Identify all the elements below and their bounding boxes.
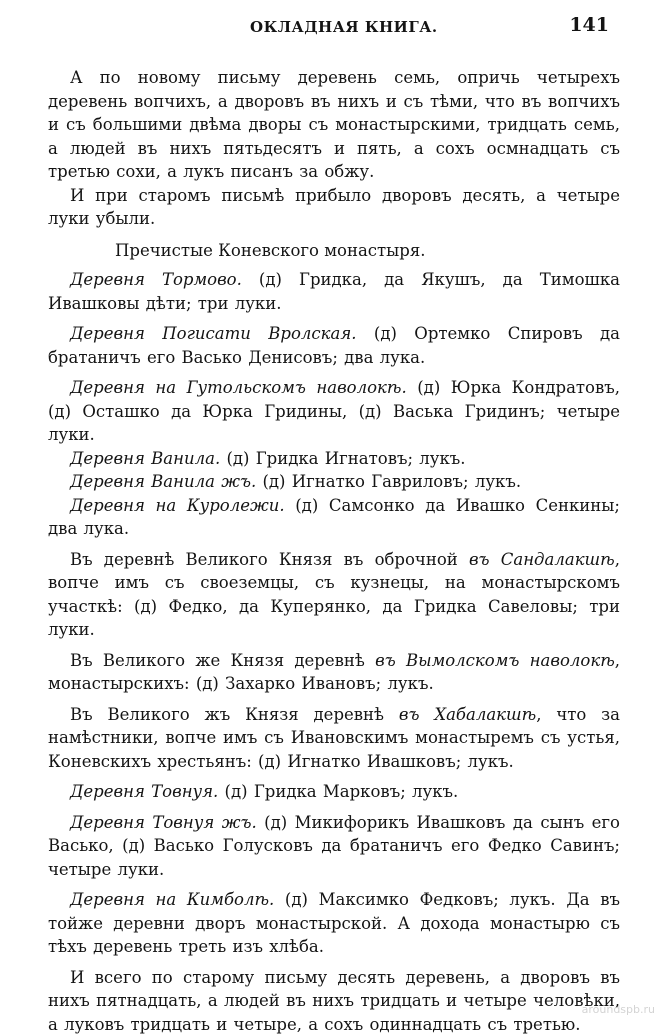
entry-text: (д) Гридка Марковъ; лукъ. [218, 782, 458, 801]
entry-text: (д) Ортемко Спировъ да братаничъ его Васько Денисовъ; два лука. [48, 324, 620, 367]
entry-text: , монастырскихъ: (д) Захарко Ивановъ; лукъ. [48, 651, 620, 694]
entry-paragraph [48, 376, 620, 447]
entry-paragraph [48, 494, 620, 541]
entry-text: (д) Максимко Федковъ; лукъ. Да въ тойже деревни дворъ монастырской. А дохода монастырю съ тѣхъ деревень треть изъ хлѣба. [48, 890, 620, 956]
village-name: Деревня Погиcати Вролская. [70, 324, 357, 343]
section-heading: Пречистые Коневского монастыря. [48, 239, 620, 263]
place-name: въ Хабалакшѣ [399, 705, 536, 724]
village-name: Деревня на Кимболѣ. [70, 890, 274, 909]
village-name: Деревня Тормово. [70, 270, 242, 289]
paragraph [48, 66, 620, 184]
entry-paragraph [48, 447, 620, 471]
paragraph-text: И всего по старому письму десять деревень, а дворовъ въ нихъ пятнадцать, а людей въ нихъ тридцать и четыре человѣки, а луковъ тридцать и четыре, а сохъ одиннадцать съ третью. [48, 968, 620, 1034]
page-number: 141 [569, 14, 609, 36]
entry-text: (д) Юрка Кондратовъ, (д) Осташко да Юрка Гридины, (д) Васька Гридинъ; четыре луки. [48, 378, 620, 444]
entry-text: (д) Микифорикъ Ивашковъ да сынъ его Васько, (д) Васько Голусковъ да братаничъ его Федко Савинъ; четыре луки. [48, 813, 620, 879]
running-title: ОКЛАДНАЯ КНИГА. [250, 18, 438, 36]
entry-paragraph [48, 649, 620, 696]
place-name: въ Вымолскомъ наволокѣ [375, 651, 615, 670]
place-name: въ Сандалакшѣ [469, 550, 615, 569]
entry-prefix: Въ деревнѣ Великого Князя въ оброчной [70, 550, 469, 569]
entry-paragraph [48, 703, 620, 774]
entry-paragraph [48, 268, 620, 315]
entry-prefix: Въ Великого жъ Князя деревнѣ [70, 705, 399, 724]
page-body [48, 66, 620, 1036]
entry-paragraph [48, 811, 620, 882]
village-name: Деревня на Куролежи. [70, 496, 285, 515]
entry-text: (д) Гридка, да Якушъ, да Тимошка Ивашковы дѣти; три луки. [48, 270, 620, 313]
entry-paragraph [48, 888, 620, 959]
entry-text: (д) Самсонко да Ивашко Сенкины; два лука. [48, 496, 620, 539]
paragraph [48, 184, 620, 231]
paragraph-text: И при старомъ письмѣ прибыло дворовъ десять, а четыре луки убыли. [48, 186, 620, 229]
village-name: Деревня Товнуя жъ. [70, 813, 257, 832]
entry-text: (д) Игнатко Гавриловъ; лукъ. [256, 472, 521, 491]
watermark: aroundspb.ru [582, 1003, 655, 1016]
village-name: Деревня Товнуя. [70, 782, 218, 801]
entry-paragraph [48, 322, 620, 369]
entry-paragraph [48, 780, 620, 804]
village-name: Деревня Ванила жъ. [70, 472, 256, 491]
page-header [0, 14, 669, 40]
village-name: Деревня на Гутольскомъ наволокѣ. [70, 378, 407, 397]
village-name: Деревня Ванила. [70, 449, 220, 468]
entry-text: , вопче имъ съ своеземцы, съ кузнецы, на монастырскомъ участкѣ: (д) Федко, да Куперянко, да Гридка Савеловы; три луки. [48, 550, 620, 640]
entry-paragraph [48, 470, 620, 494]
entry-prefix: Въ Великого же Князя деревнѣ [70, 651, 375, 670]
entry-text: , что за намѣстники, вопче имъ съ Ивановскимъ монастыремъ съ устья, Коневскихъ хрестьянъ: (д) Игнатко Ивашковъ; лукъ. [48, 705, 620, 771]
entry-text: (д) Гридка Игнатовъ; лукъ. [220, 449, 465, 468]
entry-paragraph [48, 548, 620, 642]
paragraph-text: А по новому письму деревень семь, опричь четырехъ деревень вопчихъ, а дворовъ въ нихъ и съ тѣми, что въ вопчихъ и съ большими двѣма дворы съ монастырскими, тридцать семь, а людей въ нихъ пятьдесятъ и пять, а сохъ осмнадцать съ третью сохи, а лукъ писанъ за обжу. [48, 68, 620, 181]
summary-paragraph [48, 966, 620, 1036]
